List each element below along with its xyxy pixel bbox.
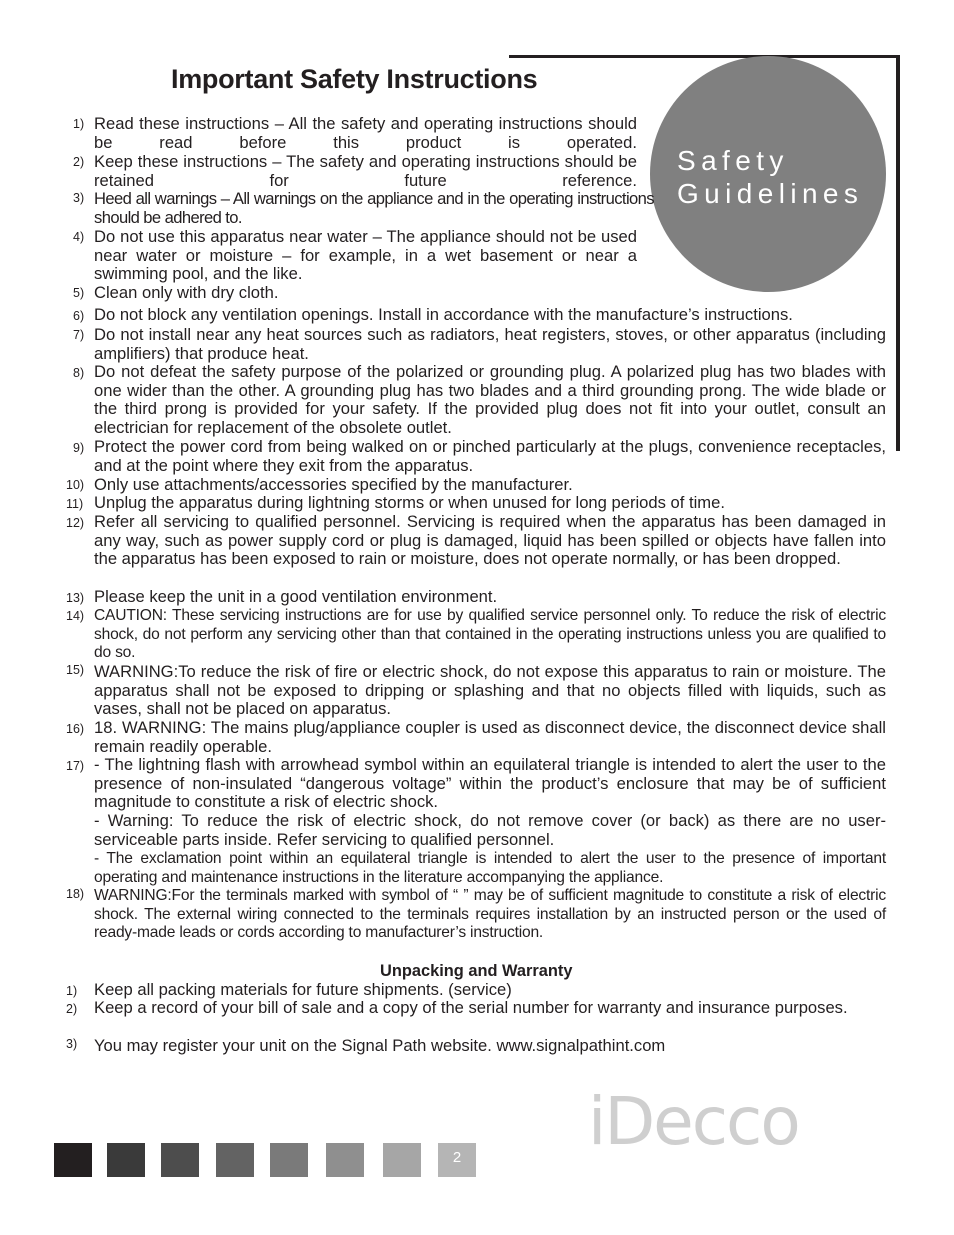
instruction-item: - The lightning flash with arrowhead symbol within an equilateral triangle is intended to alert the user to the presence of non-insulated “dangerous voltage” within the product’s enclosure that may be of sufficient magnitude to constitute a risk of electric shock. (94, 755, 886, 812)
badge-label: Safety Guidelines (677, 145, 864, 209)
unpacking-item: Keep a record of your bill of sale and a copy of the serial number for warranty and insurance purposes. (94, 998, 848, 1017)
instruction-item: Protect the power cord from being walked on or pinched particularly at the plugs, convenience receptacles, and at the point where they exit from the apparatus. (94, 437, 886, 475)
unpacking-item: You may register your unit on the Signal Path website. www.signalpathint.com (94, 1036, 666, 1055)
item-number: 17) (66, 759, 85, 773)
footer-swatch (161, 1143, 199, 1177)
instruction-item: Refer all servicing to qualified personnel. Servicing is required when the apparatus has been damaged in any way, such as power supply cord or plug is damaged, liquid has been spilled or objects have fallen into the apparatus has been exposed to rain or moisture, does not operate normally, or has been dropped. (94, 512, 886, 569)
footer-swatch (216, 1143, 254, 1177)
instruction-item: CAUTION: These servicing instructions are for use by qualified service personnel only. To reduce the risk of electric shock, do not perform any servicing other than that contained in the operating instructions unless you are qualified to do so. (94, 607, 886, 662)
item-number: 5) (73, 286, 85, 300)
item-number: 7) (73, 328, 85, 342)
instruction-item: - Warning: To reduce the risk of electric shock, do not remove cover (or back) as there are no user-serviceable parts inside. Refer servicing to qualified personnel. (94, 811, 886, 849)
item-number: 1) (66, 984, 78, 998)
item-number: 2) (73, 155, 85, 169)
instruction-item: Only use attachments/accessories specified by the manufacturer. (94, 475, 573, 494)
item-number: 10) (66, 478, 85, 492)
unpacking-heading: Unpacking and Warranty (380, 962, 573, 980)
instruction-item: Please keep the unit in a good ventilation environment. (94, 587, 498, 606)
instruction-item: Do not block any ventilation openings. Install in accordance with the manufacture’s instructions. (94, 305, 793, 324)
instruction-item: Keep these instructions – The safety and operating instructions should be retained for future reference. (94, 152, 637, 190)
instruction-item: Read these instructions – All the safety and operating instructions should be read before this product is operated. (94, 114, 637, 152)
item-number: 13) (66, 591, 85, 605)
footer-swatch (270, 1143, 308, 1177)
item-number: 16) (66, 722, 85, 736)
item-number: 15) (66, 663, 85, 677)
instruction-item: Clean only with dry cloth. (94, 283, 279, 302)
instruction-item: Do not install near any heat sources such as radiators, heat registers, stoves, or other apparatus (including amplifiers) that produce heat. (94, 325, 886, 363)
item-number: 2) (66, 1002, 78, 1016)
item-number: 11) (66, 497, 84, 511)
item-number: 3) (66, 1037, 78, 1051)
instruction-item: 18. WARNING: The mains plug/appliance coupler is used as disconnect device, the disconnect device shall remain readily operable. (94, 718, 886, 756)
instruction-item: Unplug the apparatus during lightning storms or when unused for long periods of time. (94, 493, 725, 512)
footer-swatch (107, 1143, 145, 1177)
item-number: 6) (73, 309, 85, 323)
instruction-item: - The exclamation point within an equilateral triangle is intended to alert the user to the presence of important operating and maintenance instructions in the literature accompanying the appliance. (94, 850, 886, 886)
footer-swatch (54, 1143, 92, 1177)
item-number: 12) (66, 516, 85, 530)
footer-swatch (326, 1143, 364, 1177)
item-number: 3) (73, 191, 85, 205)
item-number: 18) (66, 887, 85, 901)
brand-watermark: iDecco (588, 1083, 799, 1160)
item-number: 8) (73, 366, 85, 380)
page-number: 2 (438, 1143, 476, 1177)
instruction-item: WARNING:To reduce the risk of fire or electric shock, do not expose this apparatus to rain or moisture. The apparatus shall not be exposed to dripping or splashing and that no objects filled with liquids, such as vases, shall not be placed on apparatus. (94, 662, 886, 719)
instruction-item: Heed all warnings – All warnings on the appliance and in the operating instructions should be adhered to. (94, 189, 654, 227)
instruction-item: Do not use this apparatus near water – The appliance should not be used near water or moisture – for example, in a wet basement or near a swimming pool, and the like. (94, 227, 637, 284)
item-number: 9) (73, 441, 85, 455)
item-number: 14) (66, 609, 85, 623)
instruction-item: WARNING:For the terminals marked with symbol of “ ” may be of sufficient magnitude to constitute a risk of electric shock. The external wiring connected to the terminals requires installation by an instructed person or the used of ready-made leads or cords according to manufacturer’s instruction. (94, 887, 886, 942)
page-title: Important Safety Instructions (171, 64, 538, 94)
item-number: 1) (73, 117, 85, 131)
instruction-item: Do not defeat the safety purpose of the polarized or grounding plug. A polarized plug has two blades with one wider than the other. A grounding plug has two blades and a third grounding prong. The wide blade or the third prong is provided for your safety. If the provided plug does not fit into your outlet, consult an electrician for replacement of the obsolete outlet. (94, 362, 886, 437)
footer-swatch (383, 1143, 421, 1177)
item-number: 4) (73, 230, 85, 244)
unpacking-item: Keep all packing materials for future shipments. (service) (94, 980, 512, 999)
